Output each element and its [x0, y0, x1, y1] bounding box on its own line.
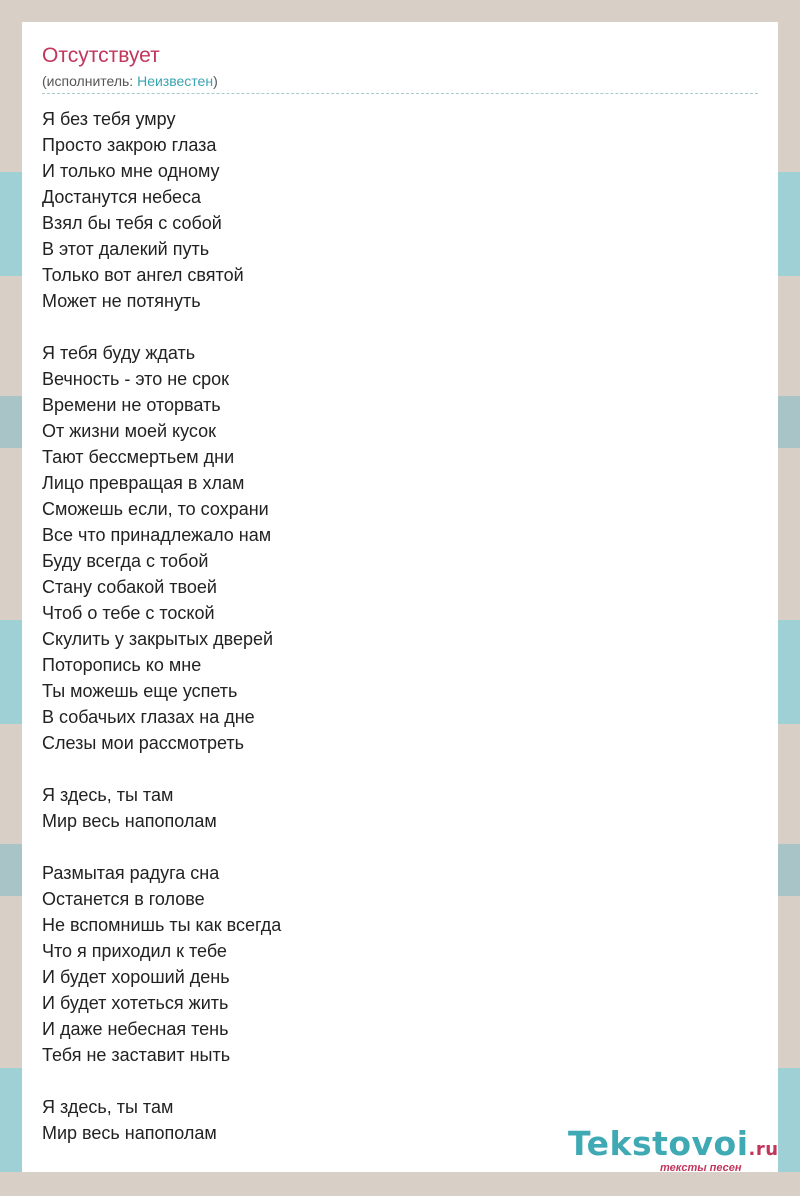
lyric-line: В собачьих глазах на дне: [42, 707, 255, 727]
lyric-line: Ты можешь еще успеть: [42, 681, 238, 701]
lyric-line: Взял бы тебя с собой: [42, 213, 222, 233]
lyric-line: И будет хотеться жить: [42, 993, 229, 1013]
lyric-line: От жизни моей кусок: [42, 421, 217, 441]
stanza-gap: [42, 1068, 281, 1094]
stanza-gap: [42, 834, 281, 860]
lyrics-card: [22, 22, 778, 1172]
lyric-line: Тают бессмертьем дни: [42, 447, 235, 467]
lyric-line: Чтоб о тебе с тоской: [42, 603, 215, 623]
lyrics-body: [42, 106, 281, 1146]
stanza-gap: [42, 756, 281, 782]
lyric-line: Я без тебя умру: [42, 109, 176, 129]
artist-link[interactable]: Неизвестен: [137, 73, 214, 89]
artist-info: [42, 73, 218, 89]
lyric-line: Поторопись ко мне: [42, 655, 202, 675]
lyric-line: Только вот ангел святой: [42, 265, 244, 285]
lyric-line: Все что принадлежало нам: [42, 525, 272, 545]
logo-tagline: тексты песен: [660, 1162, 742, 1174]
logo-tld: .ru: [748, 1139, 779, 1160]
lyric-line: Вечность - это не срок: [42, 369, 230, 389]
lyric-line: Скулить у закрытых дверей: [42, 629, 274, 649]
lyric-line: Я тебя буду ждать: [42, 343, 196, 363]
lyric-line: Может не потянуть: [42, 291, 201, 311]
logo-text: [568, 1124, 798, 1163]
lyric-line: Времени не оторвать: [42, 395, 221, 415]
lyric-line: Тебя не заставит ныть: [42, 1045, 231, 1065]
divider: [42, 93, 758, 94]
lyric-line: И даже небесная тень: [42, 1019, 229, 1039]
artist-prefix: (исполнитель:: [42, 73, 138, 89]
lyric-line: Мир весь напополам: [42, 1123, 217, 1143]
lyric-line: Не вспомнишь ты как всегда: [42, 915, 282, 935]
lyric-line: Достанутся небеса: [42, 187, 202, 207]
lyric-line: И будет хороший день: [42, 967, 230, 987]
lyric-line: Просто закрою глаза: [42, 135, 217, 155]
logo-name: Tekstovoi: [568, 1124, 749, 1163]
lyric-line: Останется в голове: [42, 889, 205, 909]
lyric-line: Я здесь, ты там: [42, 1097, 174, 1117]
lyric-line: Лицо превращая в хлам: [42, 473, 245, 493]
artist-suffix: ): [213, 73, 218, 89]
lyric-line: Сможешь если, то сохрани: [42, 499, 269, 519]
lyric-line: Я здесь, ты там: [42, 785, 174, 805]
lyric-line: Мир весь напополам: [42, 811, 217, 831]
lyric-line: Буду всегда с тобой: [42, 551, 209, 571]
site-logo[interactable]: [568, 1124, 798, 1174]
lyric-line: Что я приходил к тебе: [42, 941, 227, 961]
lyric-line: Слезы мои рассмотреть: [42, 733, 245, 753]
lyric-line: В этот далекий путь: [42, 239, 210, 259]
stanza-gap: [42, 314, 281, 340]
lyric-line: Стану собакой твоей: [42, 577, 217, 597]
lyric-line: И только мне одному: [42, 161, 220, 181]
lyric-line: Размытая радуга сна: [42, 863, 220, 883]
song-title: Отсутствует: [42, 44, 160, 67]
